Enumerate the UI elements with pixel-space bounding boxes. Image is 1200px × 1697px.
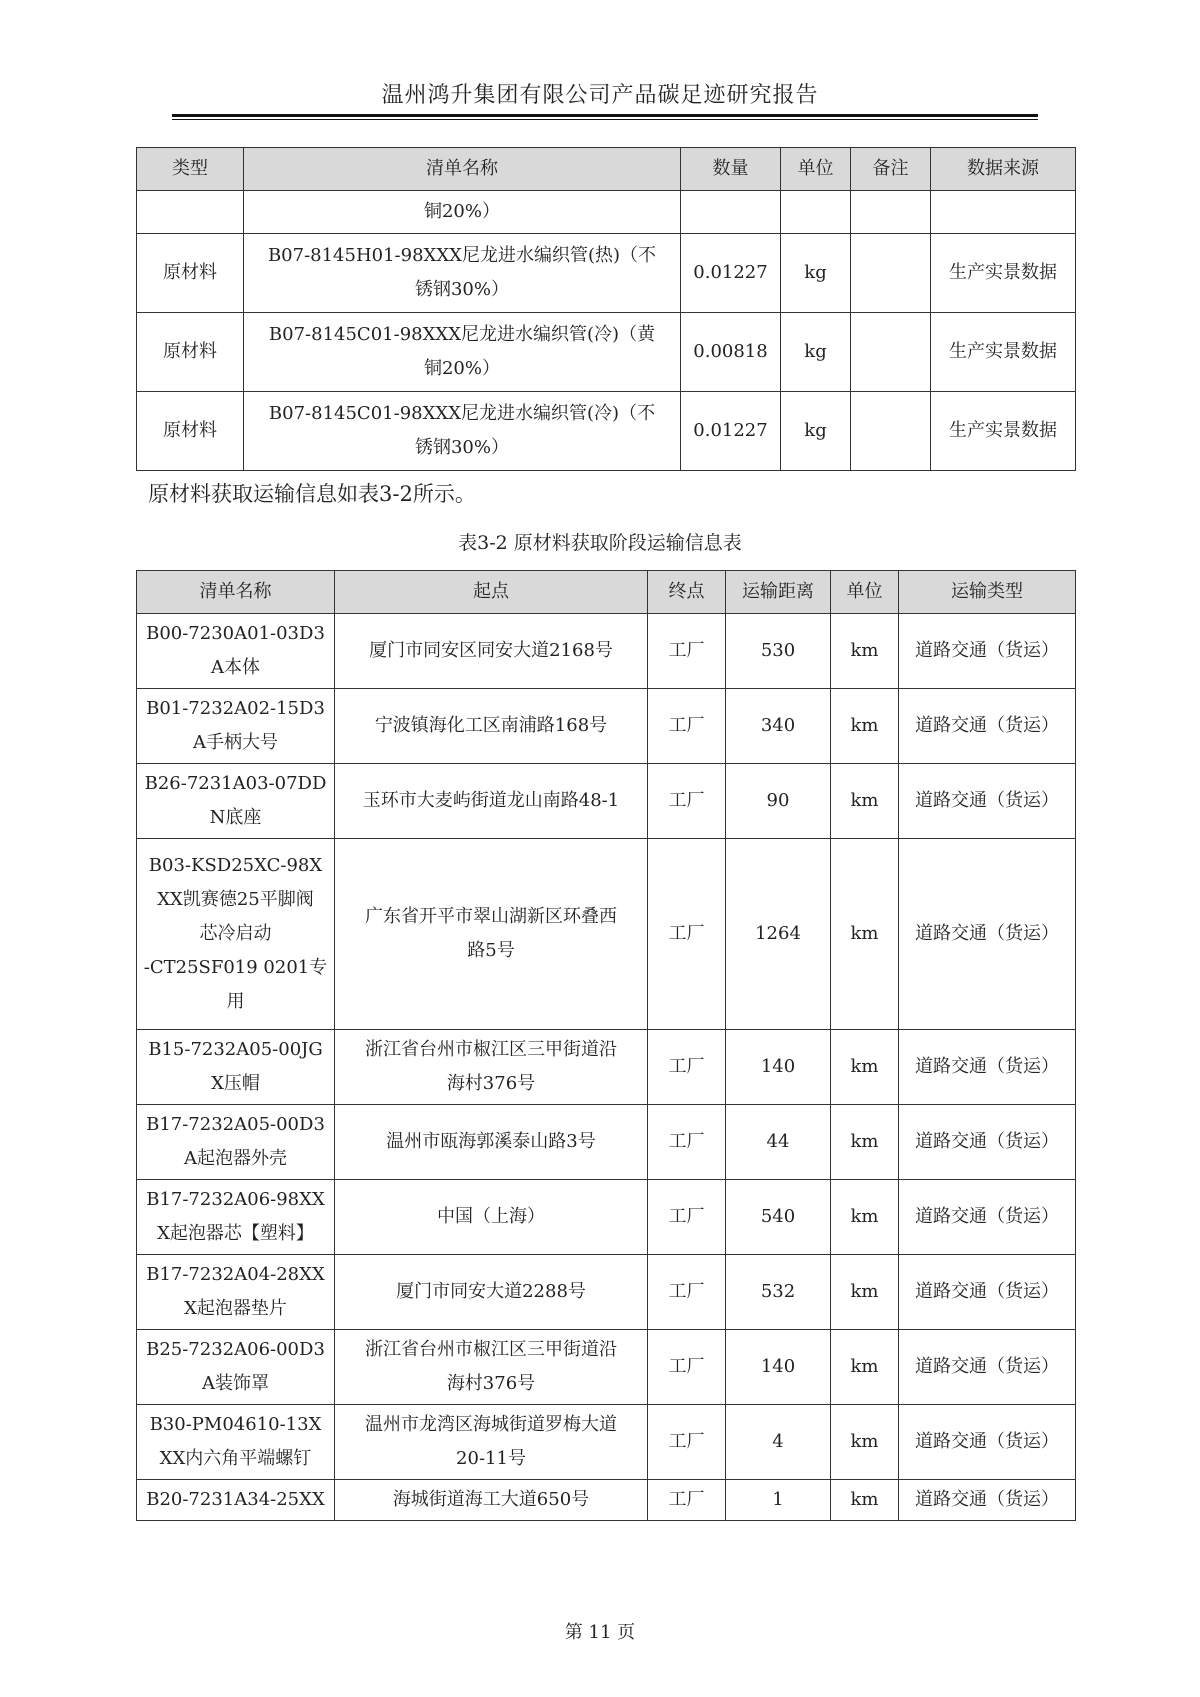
cell-distance: 1264	[726, 839, 831, 1030]
cell-unit: km	[831, 839, 899, 1030]
header-distance: 运输距离	[726, 571, 831, 614]
cell-unit: km	[831, 1255, 899, 1330]
cell-distance: 140	[726, 1030, 831, 1105]
cell-line: 广东省开平市翠山湖新区环叠西	[365, 905, 617, 927]
table-row	[137, 839, 1076, 1030]
header-mode: 运输类型	[899, 571, 1076, 614]
cell-line: B26-7231A03-07DD	[144, 772, 327, 794]
cell-destination: 工厂	[648, 1405, 726, 1480]
cell-name	[137, 1255, 335, 1330]
cell-origin	[335, 1255, 648, 1330]
cell-unit: km	[831, 1030, 899, 1105]
cell-mode: 道路交通（货运）	[899, 689, 1076, 764]
cell-line: 路5号	[467, 940, 515, 961]
cell-distance: 90	[726, 764, 831, 839]
cell-line: 浙江省台州市椒江区三甲街道沿	[365, 1338, 617, 1360]
cell-name	[137, 839, 335, 1030]
cell-origin	[335, 764, 648, 839]
cell-note	[851, 313, 931, 392]
cell-line: XX内六角平端螺钉	[159, 1448, 312, 1469]
name-line: B07-8145H01-98XXX尼龙进水编织管(热)（不	[267, 244, 657, 266]
table-header-row	[137, 571, 1076, 614]
cell-name: 铜20%）	[244, 191, 681, 234]
body-paragraph: 原材料获取运输信息如表3-2所示。	[148, 482, 476, 506]
cell-unit: km	[831, 1330, 899, 1405]
cell-line: B15-7232A05-00JG	[148, 1038, 323, 1060]
name-line: B07-8145C01-98XXX尼龙进水编织管(冷)（不	[268, 402, 656, 424]
header-name: 清单名称	[244, 148, 681, 191]
cell-type	[137, 191, 244, 234]
cell-name	[137, 1480, 335, 1521]
cell-line: 20-11号	[456, 1448, 526, 1469]
cell-distance: 44	[726, 1105, 831, 1180]
cell-qty: 0.01227	[681, 234, 781, 313]
cell-origin	[335, 1105, 648, 1180]
cell-name	[137, 1105, 335, 1180]
header-unit: 单位	[781, 148, 851, 191]
cell-line: 宁波镇海化工区南浦路168号	[374, 714, 608, 736]
cell-line: B17-7232A05-00D3	[146, 1113, 325, 1135]
cell-unit: km	[831, 689, 899, 764]
cell-line: B20-7231A34-25XX	[146, 1488, 325, 1510]
table-row	[137, 191, 1076, 234]
header-origin: 起点	[335, 571, 648, 614]
name-line: 锈钢30%）	[414, 437, 509, 458]
cell-mode: 道路交通（货运）	[899, 1180, 1076, 1255]
cell-name	[137, 689, 335, 764]
cell-unit: kg	[781, 234, 851, 313]
cell-origin	[335, 689, 648, 764]
cell-line: A装饰罩	[202, 1373, 269, 1394]
cell-type: 原材料	[137, 313, 244, 392]
table-row	[137, 1330, 1076, 1405]
material-inventory-table	[136, 147, 1076, 471]
cell-name	[137, 764, 335, 839]
cell-line: 海城街道海工大道650号	[392, 1488, 590, 1510]
cell-name	[244, 234, 681, 313]
cell-line: B17-7232A06-98XX	[146, 1188, 325, 1210]
cell-name	[244, 392, 681, 471]
cell-line: B03-KSD25XC-98X	[148, 854, 323, 876]
cell-line: 海村376号	[446, 1073, 536, 1094]
cell-qty: 0.01227	[681, 392, 781, 471]
cell-unit: kg	[781, 313, 851, 392]
cell-line: B17-7232A04-28XX	[146, 1263, 325, 1285]
cell-origin	[335, 614, 648, 689]
cell-name	[137, 1405, 335, 1480]
cell-name	[137, 1180, 335, 1255]
table-row	[137, 1105, 1076, 1180]
cell-unit: km	[831, 1105, 899, 1180]
cell-line: B01-7232A02-15D3	[146, 697, 325, 719]
cell-type: 原材料	[137, 392, 244, 471]
cell-destination: 工厂	[648, 1105, 726, 1180]
name-line: 铜20%）	[423, 358, 500, 379]
table-row	[137, 1030, 1076, 1105]
cell-name	[244, 313, 681, 392]
cell-line: B30-PM04610-13X	[149, 1413, 322, 1435]
cell-line: N底座	[209, 807, 262, 828]
cell-destination: 工厂	[648, 1255, 726, 1330]
cell-line: 玉环市大麦屿街道龙山南路48-1	[362, 789, 620, 811]
cell-qty	[681, 191, 781, 234]
table-row	[137, 764, 1076, 839]
cell-distance: 1	[726, 1480, 831, 1521]
cell-note	[851, 392, 931, 471]
cell-origin	[335, 1030, 648, 1105]
cell-destination: 工厂	[648, 1480, 726, 1521]
cell-mode: 道路交通（货运）	[899, 1480, 1076, 1521]
cell-name	[137, 1030, 335, 1105]
cell-line: X压帽	[211, 1073, 260, 1094]
cell-note	[851, 234, 931, 313]
cell-unit	[781, 191, 851, 234]
cell-origin	[335, 1405, 648, 1480]
table-row	[137, 1405, 1076, 1480]
table-row	[137, 1180, 1076, 1255]
header-rule-thin	[172, 119, 1038, 120]
cell-destination: 工厂	[648, 1030, 726, 1105]
table-row	[137, 234, 1076, 313]
header-rule-thick	[172, 114, 1038, 117]
cell-unit: km	[831, 764, 899, 839]
header-source: 数据来源	[931, 148, 1076, 191]
cell-source	[931, 191, 1076, 234]
cell-mode: 道路交通（货运）	[899, 1255, 1076, 1330]
cell-source: 生产实景数据	[931, 313, 1076, 392]
table-caption: 表3-2 原材料获取阶段运输信息表	[458, 532, 742, 554]
cell-source: 生产实景数据	[931, 392, 1076, 471]
cell-unit: km	[831, 1180, 899, 1255]
cell-line: A手柄大号	[193, 732, 278, 753]
cell-distance: 4	[726, 1405, 831, 1480]
cell-line: XX凯赛德25平脚阀	[157, 888, 314, 910]
cell-qty: 0.00818	[681, 313, 781, 392]
header-qty: 数量	[681, 148, 781, 191]
table-row	[137, 1255, 1076, 1330]
cell-line: 厦门市同安大道2288号	[396, 1280, 586, 1302]
cell-line: 浙江省台州市椒江区三甲街道沿	[365, 1038, 617, 1060]
cell-destination: 工厂	[648, 689, 726, 764]
cell-line: 温州市龙湾区海城街道罗梅大道	[365, 1413, 617, 1435]
cell-unit: kg	[781, 392, 851, 471]
cell-line: A本体	[211, 657, 260, 678]
cell-line: 海村376号	[446, 1373, 536, 1394]
cell-mode: 道路交通（货运）	[899, 614, 1076, 689]
cell-origin	[335, 839, 648, 1030]
table-row	[137, 689, 1076, 764]
header-unit: 单位	[831, 571, 899, 614]
cell-line: B00-7230A01-03D3	[146, 622, 325, 644]
cell-note	[851, 191, 931, 234]
cell-source: 生产实景数据	[931, 234, 1076, 313]
cell-distance: 140	[726, 1330, 831, 1405]
header-destination: 终点	[648, 571, 726, 614]
table-header-row	[137, 148, 1076, 191]
cell-origin	[335, 1480, 648, 1521]
cell-line: X起泡器垫片	[184, 1298, 287, 1319]
cell-destination: 工厂	[648, 839, 726, 1030]
cell-line: 中国（上海）	[437, 1205, 545, 1227]
table-row	[137, 313, 1076, 392]
transport-info-table	[136, 570, 1076, 1521]
page-number: 第 11 页	[564, 1622, 636, 1643]
cell-name	[137, 614, 335, 689]
page-header-title: 温州鸿升集团有限公司产品碳足迹研究报告	[381, 83, 819, 108]
table-row	[137, 614, 1076, 689]
cell-line: 厦门市同安区同安大道2168号	[369, 639, 613, 661]
name-line: B07-8145C01-98XXX尼龙进水编织管(冷)（黄	[268, 323, 656, 345]
table-row	[137, 1480, 1076, 1521]
cell-line: B25-7232A06-00D3	[146, 1338, 325, 1360]
cell-line: X起泡器芯【塑料】	[157, 1223, 314, 1244]
name-line: 锈钢30%）	[414, 279, 509, 300]
cell-mode: 道路交通（货运）	[899, 764, 1076, 839]
cell-line: 温州市瓯海郭溪泰山路3号	[386, 1130, 596, 1152]
cell-line: A起泡器外壳	[184, 1148, 287, 1169]
cell-distance: 340	[726, 689, 831, 764]
cell-unit: km	[831, 1405, 899, 1480]
cell-unit: km	[831, 1480, 899, 1521]
cell-distance: 532	[726, 1255, 831, 1330]
cell-unit: km	[831, 614, 899, 689]
cell-type: 原材料	[137, 234, 244, 313]
cell-distance: 530	[726, 614, 831, 689]
cell-name	[137, 1330, 335, 1405]
cell-destination: 工厂	[648, 1330, 726, 1405]
table-row	[137, 392, 1076, 471]
cell-destination: 工厂	[648, 764, 726, 839]
cell-mode: 道路交通（货运）	[899, 1030, 1076, 1105]
cell-mode: 道路交通（货运）	[899, 1330, 1076, 1405]
cell-line: -CT25SF019 0201专	[143, 957, 328, 979]
cell-mode: 道路交通（货运）	[899, 1405, 1076, 1480]
cell-line: 用	[226, 991, 245, 1013]
header-name: 清单名称	[137, 571, 335, 614]
cell-line: 芯冷启动	[199, 922, 272, 944]
cell-origin	[335, 1180, 648, 1255]
cell-mode: 道路交通（货运）	[899, 1105, 1076, 1180]
cell-origin	[335, 1330, 648, 1405]
cell-distance: 540	[726, 1180, 831, 1255]
cell-mode: 道路交通（货运）	[899, 839, 1076, 1030]
header-type: 类型	[137, 148, 244, 191]
cell-destination: 工厂	[648, 1180, 726, 1255]
header-note: 备注	[851, 148, 931, 191]
cell-destination: 工厂	[648, 614, 726, 689]
